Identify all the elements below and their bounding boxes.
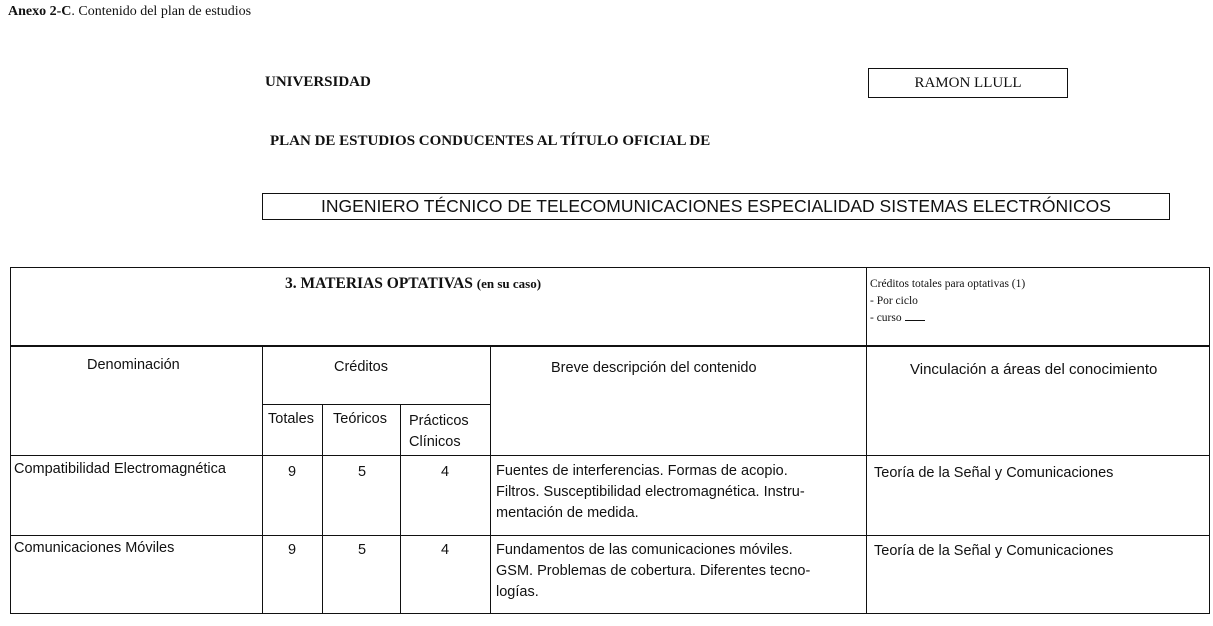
column-divider-descripcion [490, 346, 491, 614]
column-header-teoricos: Teóricos [333, 411, 387, 427]
credits-subheader-divider [262, 404, 490, 405]
column-header-creditos: Créditos [334, 359, 388, 375]
section-title [285, 275, 541, 293]
credits-info-curso-label: - curso [870, 312, 902, 324]
credits-info-curso [870, 310, 1025, 327]
university-name-box: RAMON LLULL [868, 68, 1068, 98]
description-line: Fundamentos de las comunicaciones móviles. [496, 542, 793, 558]
column-divider-practicos [400, 404, 401, 614]
credits-teoricos: 5 [357, 464, 367, 480]
row-divider-header [10, 455, 1210, 456]
description-line: GSM. Problemas de cobertura. Diferentes tecno- [496, 563, 811, 579]
plan-heading: PLAN DE ESTUDIOS CONDUCENTES AL TÍTULO OFICIAL DE [270, 133, 711, 149]
credits-teoricos: 5 [357, 542, 367, 558]
annex-label-rest: . Contenido del plan de estudios [71, 4, 252, 19]
credits-info [870, 276, 1025, 327]
column-header-vinculacion: Vinculación a áreas del conocimiento [910, 361, 1158, 378]
subject-name: Comunicaciones Móviles [14, 540, 175, 556]
university-label: UNIVERSIDAD [265, 74, 371, 90]
column-header-practicos-line1: Prácticos [409, 413, 469, 429]
column-header-totales: Totales [268, 411, 314, 427]
knowledge-area: Teoría de la Señal y Comunicaciones [874, 543, 1114, 559]
column-header-descripcion: Breve descripción del contenido [551, 360, 757, 376]
table-header-divider [10, 345, 1210, 347]
annex-label-bold: Anexo 2-C [8, 4, 72, 19]
curso-blank [905, 310, 925, 321]
section-title-suffix: (en su caso) [476, 276, 542, 291]
description-line: Fuentes de interferencias. Formas de acopio. [496, 463, 788, 479]
credits-totales: 9 [287, 464, 297, 480]
column-header-denominacion: Denominación [87, 357, 180, 373]
description-line: mentación de medida. [496, 505, 639, 521]
credits-practicos: 4 [440, 542, 450, 558]
column-divider-vinculacion [866, 267, 867, 614]
credits-info-ciclo: - Por ciclo [870, 295, 918, 307]
column-header-practicos [409, 411, 469, 453]
credits-totales: 9 [287, 542, 297, 558]
description-line: logías. [496, 584, 539, 600]
section-title-main: 3. MATERIAS OPTATIVAS [285, 275, 473, 292]
subject-description [496, 461, 805, 524]
column-divider-teoricos [322, 404, 323, 614]
column-divider-creditos [262, 346, 263, 614]
degree-title-box: INGENIERO TÉCNICO DE TELECOMUNICACIONES ESPECIALIDAD SISTEMAS ELECTRÓNICOS [262, 193, 1170, 220]
description-line: Filtros. Susceptibilidad electromagnética. Instru- [496, 484, 805, 500]
subject-name: Compatibilidad Electromagnética [14, 461, 226, 477]
annex-label [8, 4, 251, 20]
column-header-practicos-line2: Clínicos [409, 434, 461, 450]
credits-info-total: Créditos totales para optativas (1) [870, 278, 1026, 290]
credits-practicos: 4 [440, 464, 450, 480]
subject-description [496, 540, 810, 603]
knowledge-area: Teoría de la Señal y Comunicaciones [874, 465, 1114, 481]
row-divider-1 [10, 535, 1210, 536]
